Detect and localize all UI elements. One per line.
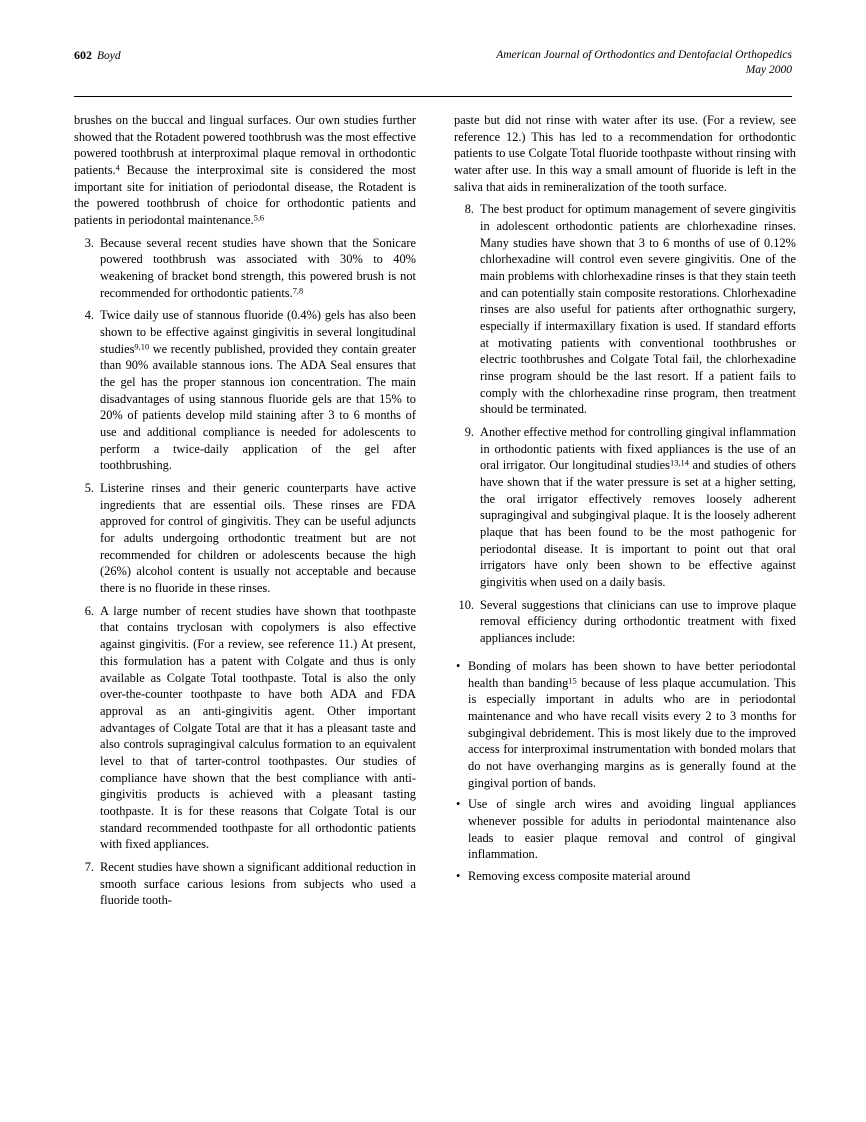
list-item-number: 10.: [458, 597, 474, 612]
list-item-number: 5.: [84, 481, 94, 496]
reference-marker: 13,14: [669, 457, 689, 468]
header-left: [74, 48, 121, 63]
continuation-paragraph: [74, 112, 416, 229]
list-item: [454, 201, 796, 418]
bullet-list-item: [454, 658, 796, 791]
list-item: [74, 480, 416, 597]
list-item: [74, 235, 416, 302]
list-item-text: Another effective method for controlling gingival inflammation in orthodontic patients with fixed appliances is the use of an oral irrigator. Our longitudinal studies: [480, 425, 796, 473]
bullet-marker: •: [456, 868, 461, 883]
header-rule: [74, 96, 792, 97]
list-item-number: 8.: [464, 202, 474, 217]
bullet-text: Use of single arch wires and avoiding lingual appliances whenever possible for adults in periodontal maintenance also leads to easier plaque removal and control of gingival inflammation.: [468, 797, 796, 862]
reference-marker: 4: [115, 162, 120, 173]
continuation-text-1: brushes on the buccal and lingual surfaces. Our own studies further showed that the Rotadent powered toothbrush was the most effective powered toothbrush at interproximal plaque removal in orthodontic patients.: [74, 113, 416, 178]
two-column-body: [74, 112, 796, 909]
running-author: Boyd: [97, 50, 121, 62]
continuation-paragraph: paste but did not rinse with water after its use. (For a review, see reference 12.) This has led to a recommendation for orthodontic patients to use Colgate Total fluoride toothpaste without rinsing with water after use. In this way a small amount of fluoride is left in the saliva that aids in remineralization of the tooth surface.: [454, 113, 796, 194]
list-item: [74, 859, 416, 909]
list-item-number: 4.: [84, 308, 94, 323]
list-item-text: Listerine rinses and their generic counterparts have active ingredients that are essential oils. These rinses are FDA approved for control of gingivitis. They can be useful adjuncts for adults undergoing orthodontic treatment but are not recommended for children or adolescents because the high (26%) alcohol content is usually not acceptable and because there is no fluoride in these rinses.: [100, 481, 416, 596]
bullet-list-item: [454, 868, 796, 885]
list-item-number: 6.: [84, 603, 94, 618]
bullet-marker: •: [456, 658, 461, 673]
list-item: [74, 603, 416, 853]
page-number: 602: [74, 48, 92, 62]
bullet-list-item: [454, 796, 796, 863]
list-item-text: Recent studies have shown a significant additional reduction in smooth surface carious lesions from subjects who used a fluoride tooth-: [100, 859, 416, 908]
page-header: [74, 48, 792, 82]
list-item-text-2: we recently published, provided they contain greater than 90% available stannous ions. The ADA Seal ensures that the gel has the proper stannous ion concentration. The main disadvantages of using stannous fluoride gels are that 15% to 20% of patients develop mild staining after 3 to 6 months of use and additional compliance is needed for adolescents to perform a twice-daily application of the gel after toothbrushing.: [100, 341, 416, 473]
issue-date: May 2000: [745, 63, 792, 76]
reference-marker: 7,8: [292, 285, 304, 296]
list-item-text: The best product for optimum management of severe gingivitis in adolescent orthodontic patients are chlorhexadine rinses. Many studies have shown that 3 to 6 months of use of 0.12% chlorhexadine will control even severe gingivitis. One of the main problems with chlorhexadine rinses is that they stain teeth and can potentially stain composite restorations. Chlorhexadine rinses are also useful for patients after orthognathic surgery, especially if intermaxillary fixation is used. If standard efforts at motivating patients with conventional toothbrushes or electric toothbrushes and Colgate Total fail, the chlorhexadine rinse program should be the last resort. If a patient fails to comply with the chlorhexadine rinse program, then treatment should be terminated.: [480, 202, 796, 417]
reference-marker: 9,10: [134, 341, 150, 352]
list-item: [74, 307, 416, 474]
list-item-text: Because several recent studies have shown that the Sonicare powered toothbrush was associated with 30% to 40% weakening of bracket bond strength, this powered brush is not recommended for orthodontic patients.: [100, 235, 416, 300]
reference-marker: 5,6: [253, 212, 265, 223]
header-right: [496, 48, 792, 77]
bullet-text: Removing excess composite material around: [468, 868, 691, 883]
bullet-text: Bonding of molars has been shown to have better periodontal health than banding: [468, 658, 796, 690]
bullet-text-2: because of less plaque accumulation. This is especially important in adults who are in periodontal maintenance and who have recall visits every 2 to 3 months for subgingival debridement. This is most likely due to the improved access for interproximal instrumentation with bonded molars that do not have overhanging margins as is generally found at the gingival portion of bands.: [468, 675, 796, 790]
list-item-number: 3.: [84, 235, 94, 250]
continuation-text-2: Because the interproximal site is considered the most important site for initiation of periodontal disease, the Rotadent is the powered toothbrush of choice for orthodontic patients and patients in periodontal maintenance.: [74, 163, 416, 228]
right-column: [454, 112, 796, 909]
list-item: [454, 424, 796, 591]
bullet-marker: •: [456, 797, 461, 812]
left-column: [74, 112, 416, 909]
list-item-text: Several suggestions that clinicians can use to improve plaque removal efficiency during orthodontic treatment with fixed appliances include:: [480, 597, 796, 646]
list-item-number: 7.: [84, 859, 94, 874]
reference-marker: 15: [568, 674, 577, 685]
list-item-text: A large number of recent studies have shown that toothpaste that contains tryclosan with copolymers is also effective against gingivitis. (For a review, see reference 11.) At present, this formulation has a patent with Colgate and thus is only available as Colgate Total toothpaste. Total is also the only over-the-counter toothpaste to have both ADA and FDA approval as an anti-gingivitis agent. Other important advantages of Colgate Total are that it has a pleasant taste and also controls supragingival calculus formation to an equivalent level to that of tarter-control toothpastes. Our studies of compliance have shown that the best compliance with anti-gingivitis products is achieved with a pleasant tasting toothpaste. It is for these reasons that Colgate Total is our standard recommended toothpaste for all orthodontic patients with fixed appliances.: [100, 603, 416, 852]
list-item-text: Twice daily use of stannous fluoride (0.4%) gels has also been shown to be effective against gingivitis in several longitudinal studies: [100, 308, 416, 356]
list-item-text-2: and studies of others have shown that if the water pressure is set at a higher setting, the oral irrigator effectively removes loosely adherent supragingival and subgingival plaque. It is the loosely adherent plaque that has been found to be the most pathogenic for periodontal disease. It is important to point out that oral irrigators have only been shown to be effective against gingivitis when used on a daily basis.: [480, 458, 796, 590]
journal-title: American Journal of Orthodontics and Dentofacial Orthopedics: [496, 49, 792, 61]
list-item: [454, 597, 796, 647]
list-item-number: 9.: [464, 425, 474, 440]
